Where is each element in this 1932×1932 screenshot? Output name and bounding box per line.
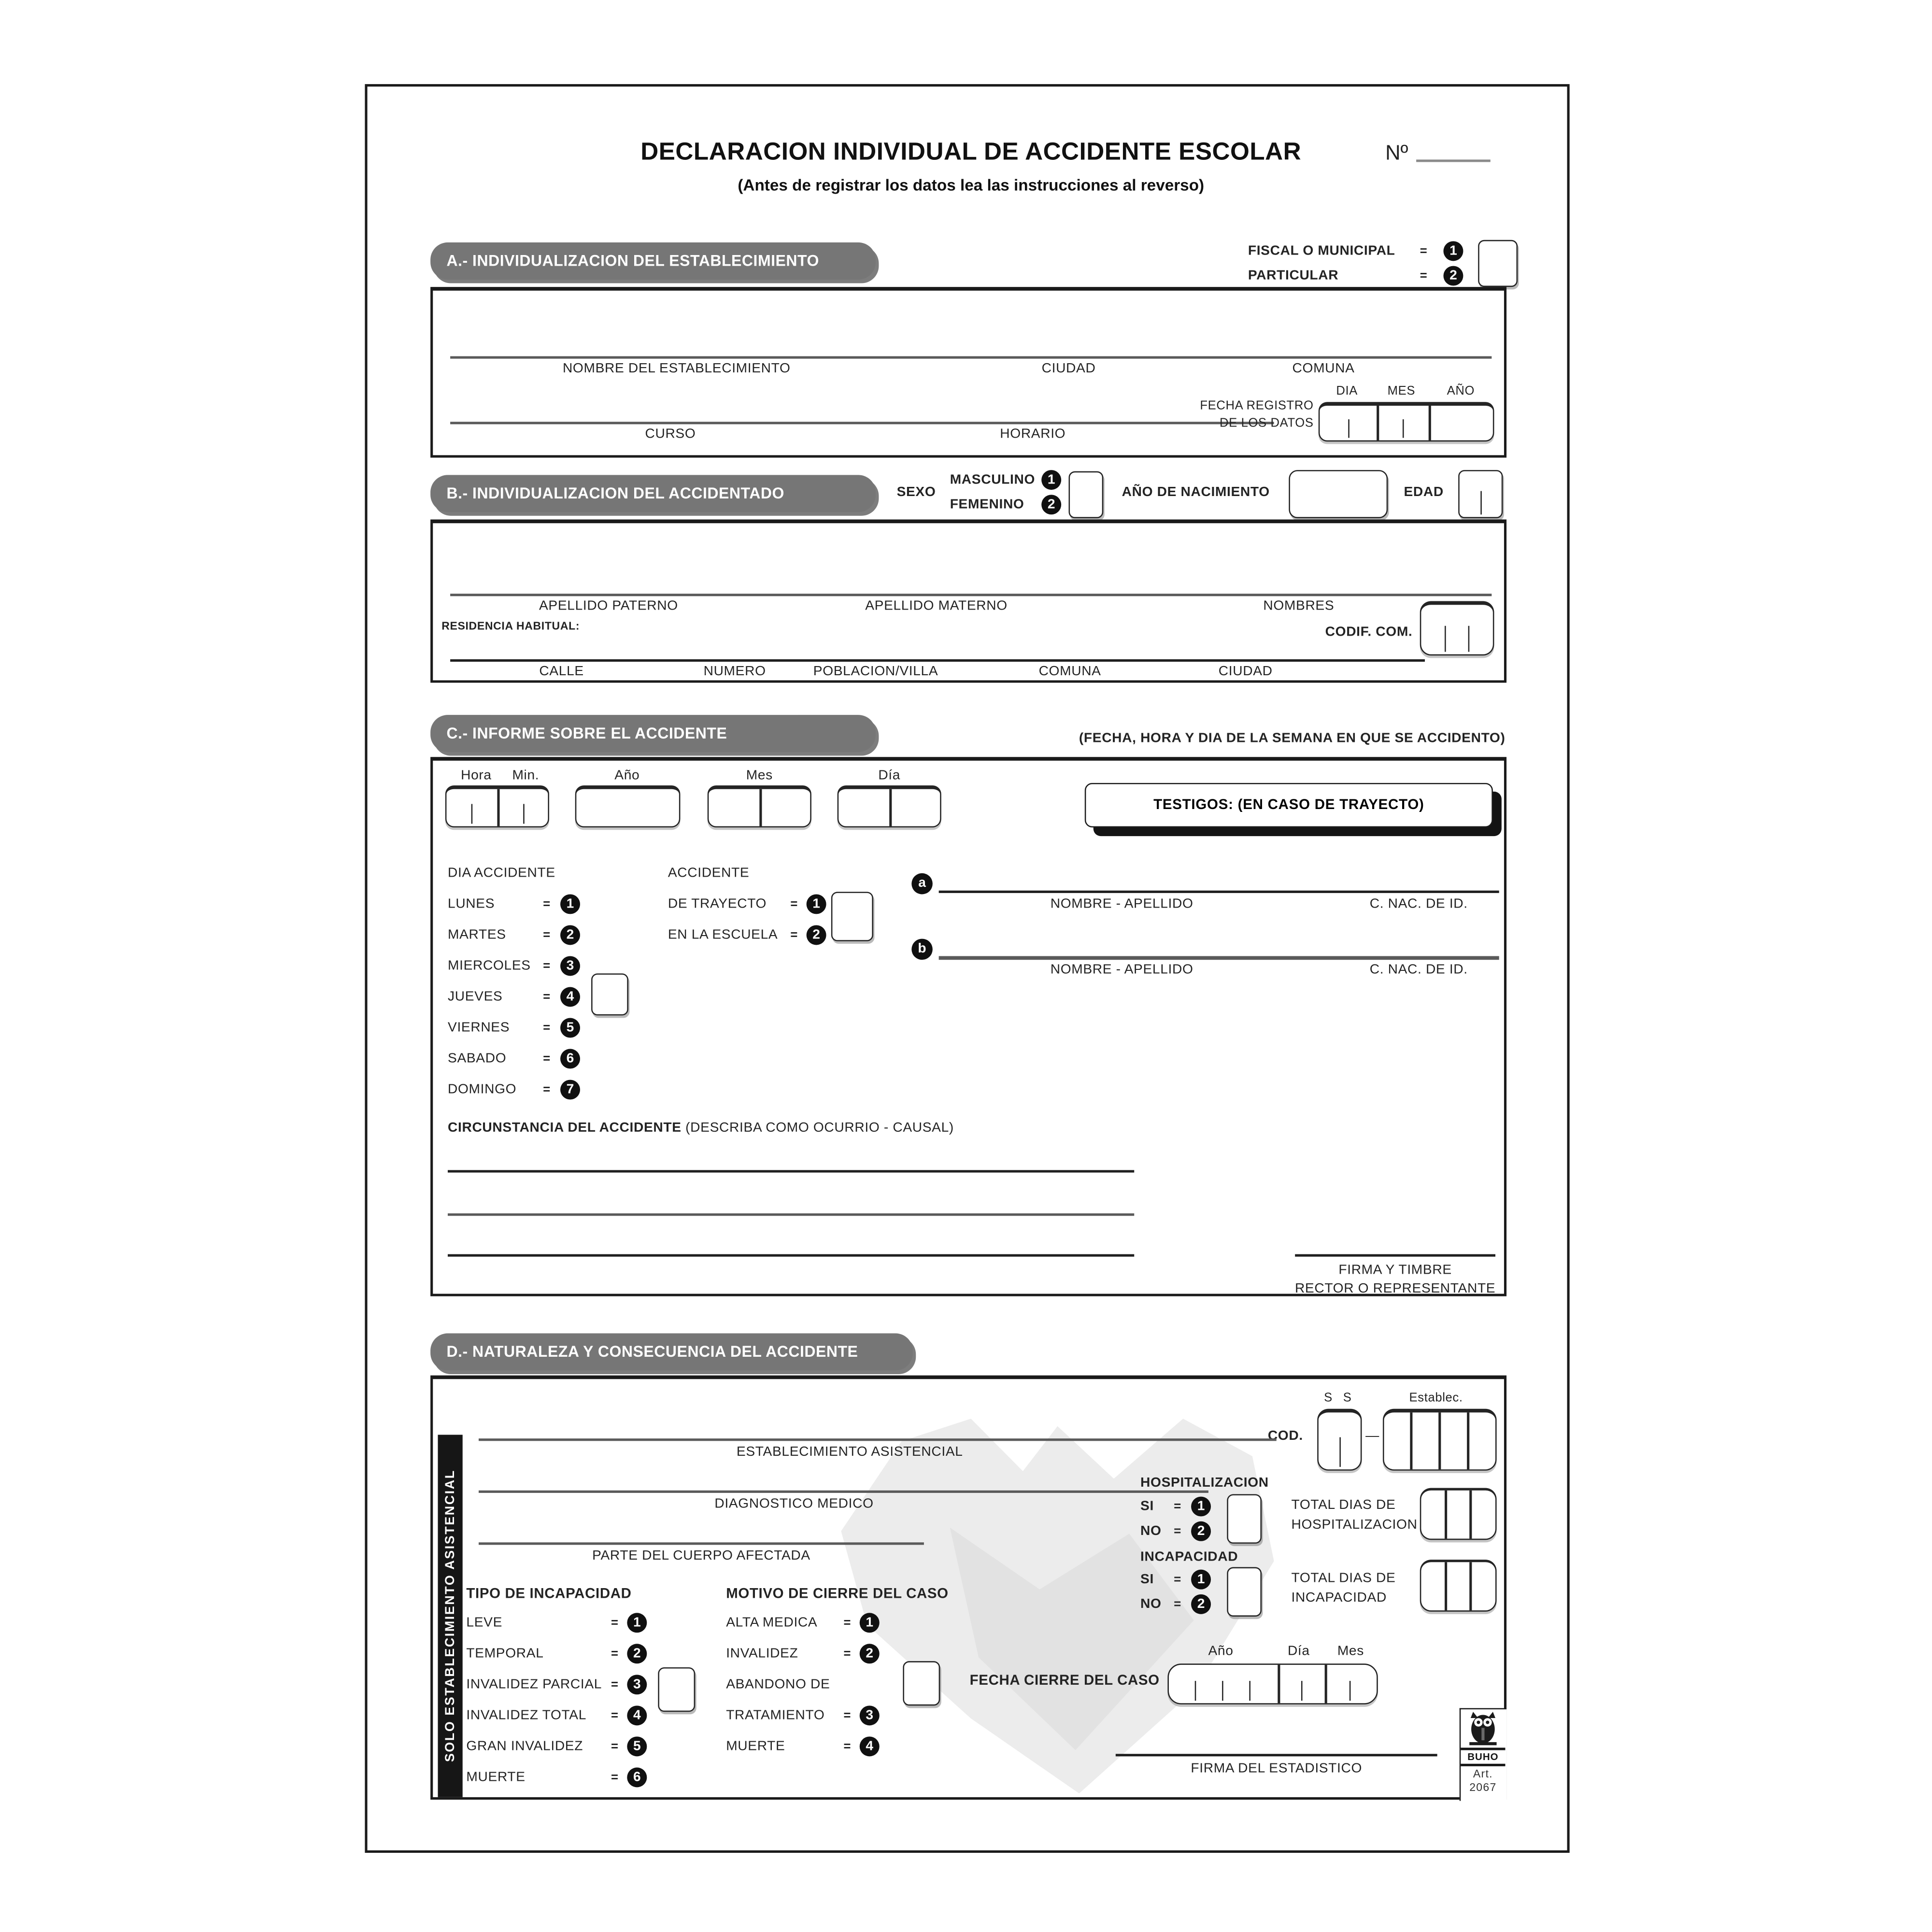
cell-tick — [1348, 420, 1350, 438]
incap-no-badge: 2 — [1191, 1594, 1211, 1614]
form-number-line[interactable] — [1416, 159, 1490, 162]
section-d-header: D.- NATURALEZA Y CONSECUENCIA DEL ACCIDENTE — [430, 1334, 913, 1371]
logo-art-number: 2067 — [1469, 1781, 1497, 1794]
codif-com-label: CODIF. COM. — [1325, 625, 1413, 639]
witness-a-badge: a — [911, 873, 933, 895]
motivo-alta-label: ALTA MEDICA — [726, 1615, 818, 1631]
motivo-tratamiento-label: TRATAMIENTO — [726, 1708, 825, 1723]
cod-label: COD. — [1267, 1428, 1303, 1444]
cell-divider — [1278, 1665, 1279, 1703]
year-col-label: AÑO — [1447, 384, 1475, 398]
particular-code-badge: 2 — [1443, 266, 1463, 286]
equals-sign: = — [1420, 270, 1427, 284]
equals-sign: = — [1174, 1525, 1181, 1539]
equals-sign: = — [1420, 245, 1427, 259]
tipo-inv-total-badge: 4 — [627, 1705, 647, 1725]
establishment-name-label: NOMBRE DEL ESTABLECIMIENTO — [562, 361, 791, 376]
equals-sign: = — [611, 1616, 618, 1631]
cell-divider — [1325, 1665, 1327, 1703]
tipo-muerte-badge: 6 — [627, 1767, 647, 1787]
establec-col-label: Establec. — [1409, 1391, 1463, 1406]
school-type-checkbox[interactable] — [1478, 240, 1518, 287]
trayecto-code-badge: 1 — [807, 894, 826, 914]
day-saturday-label: SABADO — [448, 1051, 507, 1066]
tipo-incapacidad-checkbox[interactable] — [658, 1667, 695, 1712]
school-type-particular-label: PARTICULAR — [1248, 268, 1339, 284]
age-label: EDAD — [1404, 484, 1444, 500]
male-label: MASCULINO — [950, 472, 1036, 487]
residence-label: RESIDENCIA HABITUAL: — [441, 619, 580, 632]
equals-sign: = — [543, 960, 551, 974]
comuna-label: COMUNA — [1038, 664, 1101, 679]
parte-cuerpo-label: PARTE DEL CUERPO AFECTADA — [592, 1548, 810, 1563]
registry-date-box[interactable] — [1319, 402, 1494, 441]
cell-divider — [759, 789, 761, 826]
day-friday-label: VIERNES — [448, 1020, 510, 1036]
estadistico-signature-line[interactable] — [1116, 1754, 1437, 1756]
fecha-cierre-box[interactable] — [1167, 1663, 1378, 1705]
section-a-box — [430, 287, 1506, 457]
cell-divider — [1438, 1412, 1440, 1469]
cell-tick — [1480, 491, 1482, 514]
asistencial-line[interactable] — [479, 1438, 1277, 1441]
wednesday-code-badge: 3 — [560, 956, 580, 976]
cell-tick — [1301, 1681, 1303, 1701]
cell-divider — [1377, 406, 1378, 440]
section-c-box — [430, 757, 1506, 1296]
equals-sign: = — [543, 1083, 551, 1097]
cell-tick — [523, 805, 525, 824]
registry-date-label-2: DE LOS DATOS — [1219, 416, 1314, 431]
incap-si-label: SI — [1140, 1572, 1154, 1587]
day-tuesday-label: MARTES — [448, 927, 506, 943]
sunday-code-badge: 7 — [560, 1080, 580, 1100]
maternal-surname-label: APELLIDO MATERNO — [865, 598, 1008, 614]
registry-date-label-1: FECHA REGISTRO — [1200, 399, 1314, 413]
section-d-box — [430, 1376, 1506, 1800]
course-label: CURSO — [645, 426, 696, 442]
equals-sign: = — [843, 1709, 851, 1723]
incap-si-badge: 1 — [1191, 1570, 1211, 1590]
cell-tick — [1249, 1681, 1250, 1701]
establishment-name-line[interactable] — [450, 356, 1492, 359]
incap-no-label: NO — [1140, 1596, 1162, 1612]
male-code-badge: 1 — [1041, 470, 1061, 490]
codif-com-box[interactable] — [1420, 601, 1494, 656]
city-label: CIUDAD — [1041, 361, 1096, 376]
witness-b-id-label: C. NAC. DE ID. — [1369, 962, 1468, 978]
sex-checkbox[interactable] — [1069, 471, 1104, 518]
birth-year-label: AÑO DE NACIMIENTO — [1122, 484, 1270, 500]
minute-label: Min. — [512, 768, 540, 783]
equals-sign: = — [543, 1022, 551, 1036]
logo-brand: BUHO — [1461, 1747, 1505, 1766]
equals-sign: = — [543, 1052, 551, 1066]
tipo-inv-total-label: INVALIDEZ TOTAL — [466, 1708, 587, 1723]
month-box[interactable] — [708, 785, 811, 827]
rector-signature-label-2: RECTOR O REPRESENTANTE — [1294, 1281, 1496, 1296]
motivo-muerte-badge: 4 — [860, 1736, 880, 1756]
page-title: DECLARACION INDIVIDUAL DE ACCIDENTE ESCOLAR — [640, 138, 1302, 166]
witness-a-line[interactable] — [939, 891, 1499, 893]
cell-tick — [1468, 626, 1470, 652]
thursday-code-badge: 4 — [560, 987, 580, 1007]
equals-sign: = — [790, 929, 798, 943]
incap-days-box[interactable] — [1420, 1560, 1497, 1612]
rector-signature-line[interactable] — [1295, 1254, 1495, 1257]
section-c-header: C.- INFORME SOBRE EL ACCIDENTE — [430, 715, 876, 752]
cell-divider — [497, 789, 499, 826]
school-type-fiscal-label: FISCAL O MUNICIPAL — [1248, 243, 1395, 259]
motivo-invalidez-badge: 2 — [860, 1644, 880, 1663]
hosp-si-badge: 1 — [1191, 1497, 1211, 1517]
trayecto-label: DE TRAYECTO — [668, 896, 767, 912]
year-label: Año — [614, 768, 640, 783]
day-wednesday-label: MIERCOLES — [448, 958, 531, 974]
incapacidad-title: INCAPACIDAD — [1140, 1549, 1238, 1565]
cierre-year-label: Año — [1208, 1644, 1234, 1659]
hosp-no-badge: 2 — [1191, 1521, 1211, 1541]
tipo-gran-inv-badge: 5 — [627, 1736, 647, 1756]
cod-dash: — — [1365, 1428, 1379, 1444]
equals-sign: = — [611, 1678, 618, 1692]
tipo-temporal-badge: 2 — [627, 1644, 647, 1663]
fiscal-code-badge: 1 — [1443, 241, 1463, 261]
given-names-label: NOMBRES — [1263, 598, 1335, 614]
section-c-note: (FECHA, HORA Y DIA DE LA SEMANA EN QUE SE ACCIDENTO) — [1079, 731, 1506, 746]
hour-label: Hora — [461, 768, 492, 783]
cell-divider — [1445, 1562, 1447, 1610]
cell-tick — [1403, 420, 1404, 438]
side-bar — [438, 1435, 463, 1797]
owl-icon — [1467, 1712, 1499, 1744]
birth-year-box[interactable] — [1289, 470, 1388, 518]
hosp-no-label: NO — [1140, 1523, 1162, 1539]
witness-b-line[interactable] — [939, 956, 1499, 960]
equals-sign: = — [611, 1740, 618, 1754]
escuela-code-badge: 2 — [807, 925, 826, 945]
equals-sign: = — [790, 898, 798, 912]
female-code-badge: 2 — [1041, 495, 1061, 514]
accident-day-title: DIA ACCIDENTE — [448, 866, 555, 881]
hospitalizacion-title: HOSPITALIZACION — [1140, 1476, 1269, 1491]
tipo-muerte-label: MUERTE — [466, 1770, 526, 1785]
tipo-temporal-label: TEMPORAL — [466, 1646, 544, 1662]
poblacion-label: POBLACION/VILLA — [813, 664, 938, 679]
equals-sign: = — [843, 1647, 851, 1662]
equals-sign: = — [611, 1771, 618, 1785]
form-number-label: Nº — [1385, 141, 1408, 165]
motivo-invalidez-label: INVALIDEZ — [726, 1646, 798, 1662]
tipo-gran-inv-label: GRAN INVALIDEZ — [466, 1739, 583, 1754]
witness-a-name-label: NOMBRE - APELLIDO — [1050, 896, 1193, 912]
cell-divider — [1429, 406, 1431, 440]
tipo-leve-badge: 1 — [627, 1613, 647, 1633]
estadistico-signature-label: FIRMA DEL ESTADISTICO — [1191, 1761, 1363, 1776]
motivo-tratamiento-badge: 3 — [860, 1705, 880, 1725]
equals-sign: = — [843, 1740, 851, 1754]
escuela-label: EN LA ESCUELA — [668, 927, 778, 943]
day-label: Día — [878, 768, 901, 783]
number-label: NUMERO — [703, 664, 766, 679]
motivo-cierre-checkbox[interactable] — [903, 1661, 940, 1705]
equals-sign: = — [543, 929, 551, 943]
female-label: FEMENINO — [950, 497, 1024, 512]
cell-tick — [1339, 1437, 1341, 1467]
hosp-si-label: SI — [1140, 1499, 1154, 1514]
tipo-leve-label: LEVE — [466, 1615, 503, 1631]
witness-b-name-label: NOMBRE - APELLIDO — [1050, 962, 1193, 978]
logo-art-label: Art. — [1473, 1767, 1493, 1780]
month-label: Mes — [746, 768, 773, 783]
street-label: CALLE — [539, 664, 584, 679]
witness-b-badge: b — [911, 939, 933, 960]
accident-title: ACCIDENTE — [668, 866, 750, 881]
section-b-box — [430, 520, 1506, 683]
accident-type-checkbox[interactable] — [831, 892, 873, 941]
tuesday-code-badge: 2 — [560, 925, 580, 945]
motivo-cierre-title: MOTIVO DE CIERRE DEL CASO — [726, 1587, 949, 1602]
course-line[interactable] — [450, 422, 1274, 424]
age-box[interactable] — [1458, 470, 1503, 518]
tipo-incapacidad-title: TIPO DE INCAPACIDAD — [466, 1587, 632, 1602]
day-thursday-label: JUEVES — [448, 989, 503, 1005]
paternal-surname-label: APELLIDO PATERNO — [539, 598, 678, 614]
cell-divider — [1445, 1491, 1447, 1539]
cell-tick — [1195, 1681, 1196, 1701]
fecha-cierre-label: FECHA CIERRE DEL CASO — [969, 1673, 1160, 1689]
year-box[interactable] — [575, 785, 681, 827]
saturday-code-badge: 6 — [560, 1049, 580, 1069]
cod-ss-box[interactable] — [1317, 1409, 1362, 1471]
equals-sign: = — [543, 991, 551, 1005]
ss-col-label: S S — [1324, 1391, 1355, 1406]
cell-divider — [1469, 1491, 1471, 1539]
equals-sign: = — [1174, 1500, 1181, 1514]
day-monday-label: LUNES — [448, 896, 495, 912]
circumstance-note: (DESCRIBA COMO OCURRIO - CAUSAL) — [685, 1121, 954, 1136]
cell-tick — [1445, 626, 1446, 652]
section-b-header: B.- INDIVIDUALIZACION DEL ACCIDENTADO — [430, 475, 876, 512]
hosp-total-label-2: HOSPITALIZACION — [1291, 1518, 1418, 1533]
cell-tick — [1350, 1681, 1351, 1701]
cell-divider — [889, 789, 891, 826]
circumstance-line-2[interactable] — [448, 1213, 1134, 1216]
motivo-muerte-label: MUERTE — [726, 1739, 785, 1754]
schedule-label: HORARIO — [1000, 426, 1066, 442]
hospitalizacion-checkbox[interactable] — [1227, 1494, 1262, 1543]
circumstance-title: CIRCUNSTANCIA DEL ACCIDENTE — [448, 1121, 682, 1136]
form-number-field[interactable] — [1385, 141, 1490, 166]
witness-a-id-label: C. NAC. DE ID. — [1369, 896, 1468, 912]
cierre-day-label: Día — [1287, 1644, 1310, 1659]
diagnostico-label: DIAGNOSTICO MEDICO — [714, 1496, 874, 1512]
form-page — [365, 84, 1569, 1853]
hosp-total-label-1: TOTAL DIAS DE — [1291, 1498, 1396, 1513]
incapacidad-checkbox[interactable] — [1227, 1567, 1262, 1617]
address-line[interactable] — [450, 659, 1425, 662]
equals-sign: = — [611, 1709, 618, 1723]
tipo-inv-parcial-badge: 3 — [627, 1675, 647, 1694]
names-line[interactable] — [450, 594, 1492, 596]
cell-tick — [471, 805, 473, 824]
tipo-inv-parcial-label: INVALIDEZ PARCIAL — [466, 1677, 602, 1692]
cell-tick — [1222, 1681, 1223, 1701]
equals-sign: = — [843, 1616, 851, 1631]
cod-establec-box[interactable] — [1383, 1409, 1497, 1471]
asistencial-label: ESTABLECIMIENTO ASISTENCIAL — [736, 1445, 963, 1460]
side-bar-label: SOLO ESTABLECIMIENTO ASISTENCIAL — [442, 1469, 458, 1762]
day-box[interactable] — [838, 785, 941, 827]
motivo-abandono-label: ABANDONO DE — [726, 1677, 830, 1692]
day-col-label: DIA — [1336, 384, 1358, 398]
hosp-days-box[interactable] — [1420, 1488, 1497, 1540]
equals-sign: = — [611, 1647, 618, 1662]
incap-total-label-1: TOTAL DIAS DE — [1291, 1571, 1396, 1586]
hour-minute-box[interactable] — [445, 785, 549, 827]
diagnostico-line[interactable] — [479, 1491, 1208, 1493]
incap-total-label-2: INCAPACIDAD — [1291, 1591, 1387, 1605]
cell-divider — [1469, 1562, 1471, 1610]
equals-sign: = — [1174, 1573, 1181, 1587]
day-sunday-label: DOMINGO — [448, 1082, 517, 1097]
cell-divider — [1410, 1412, 1412, 1469]
equals-sign: = — [543, 898, 551, 912]
parte-cuerpo-line[interactable] — [479, 1542, 924, 1545]
logo-box — [1460, 1708, 1506, 1801]
circumstance-label — [448, 1121, 954, 1136]
city-label: CIUDAD — [1218, 664, 1273, 679]
friday-code-badge: 5 — [560, 1018, 580, 1038]
witnesses-panel: TESTIGOS: (EN CASO DE TRAYECTO) — [1085, 783, 1493, 827]
page-subtitle: (Antes de registrar los datos lea las instrucciones al reverso) — [738, 175, 1205, 195]
equals-sign: = — [1174, 1598, 1181, 1612]
circumstance-line-3[interactable] — [448, 1254, 1134, 1257]
motivo-alta-badge: 1 — [860, 1613, 880, 1633]
section-a-header: A.- INDIVIDUALIZACION DEL ESTABLECIMIENTO — [430, 242, 876, 280]
cierre-month-label: Mes — [1337, 1644, 1364, 1659]
monday-code-badge: 1 — [560, 894, 580, 914]
rector-signature-label-1: FIRMA Y TIMBRE — [1338, 1263, 1452, 1278]
cell-divider — [1467, 1412, 1469, 1469]
circumstance-line-1[interactable] — [448, 1170, 1134, 1173]
comuna-label: COMUNA — [1292, 361, 1355, 376]
month-col-label: MES — [1387, 384, 1416, 398]
accident-day-checkbox[interactable] — [591, 973, 628, 1015]
sex-label: SEXO — [896, 484, 936, 500]
